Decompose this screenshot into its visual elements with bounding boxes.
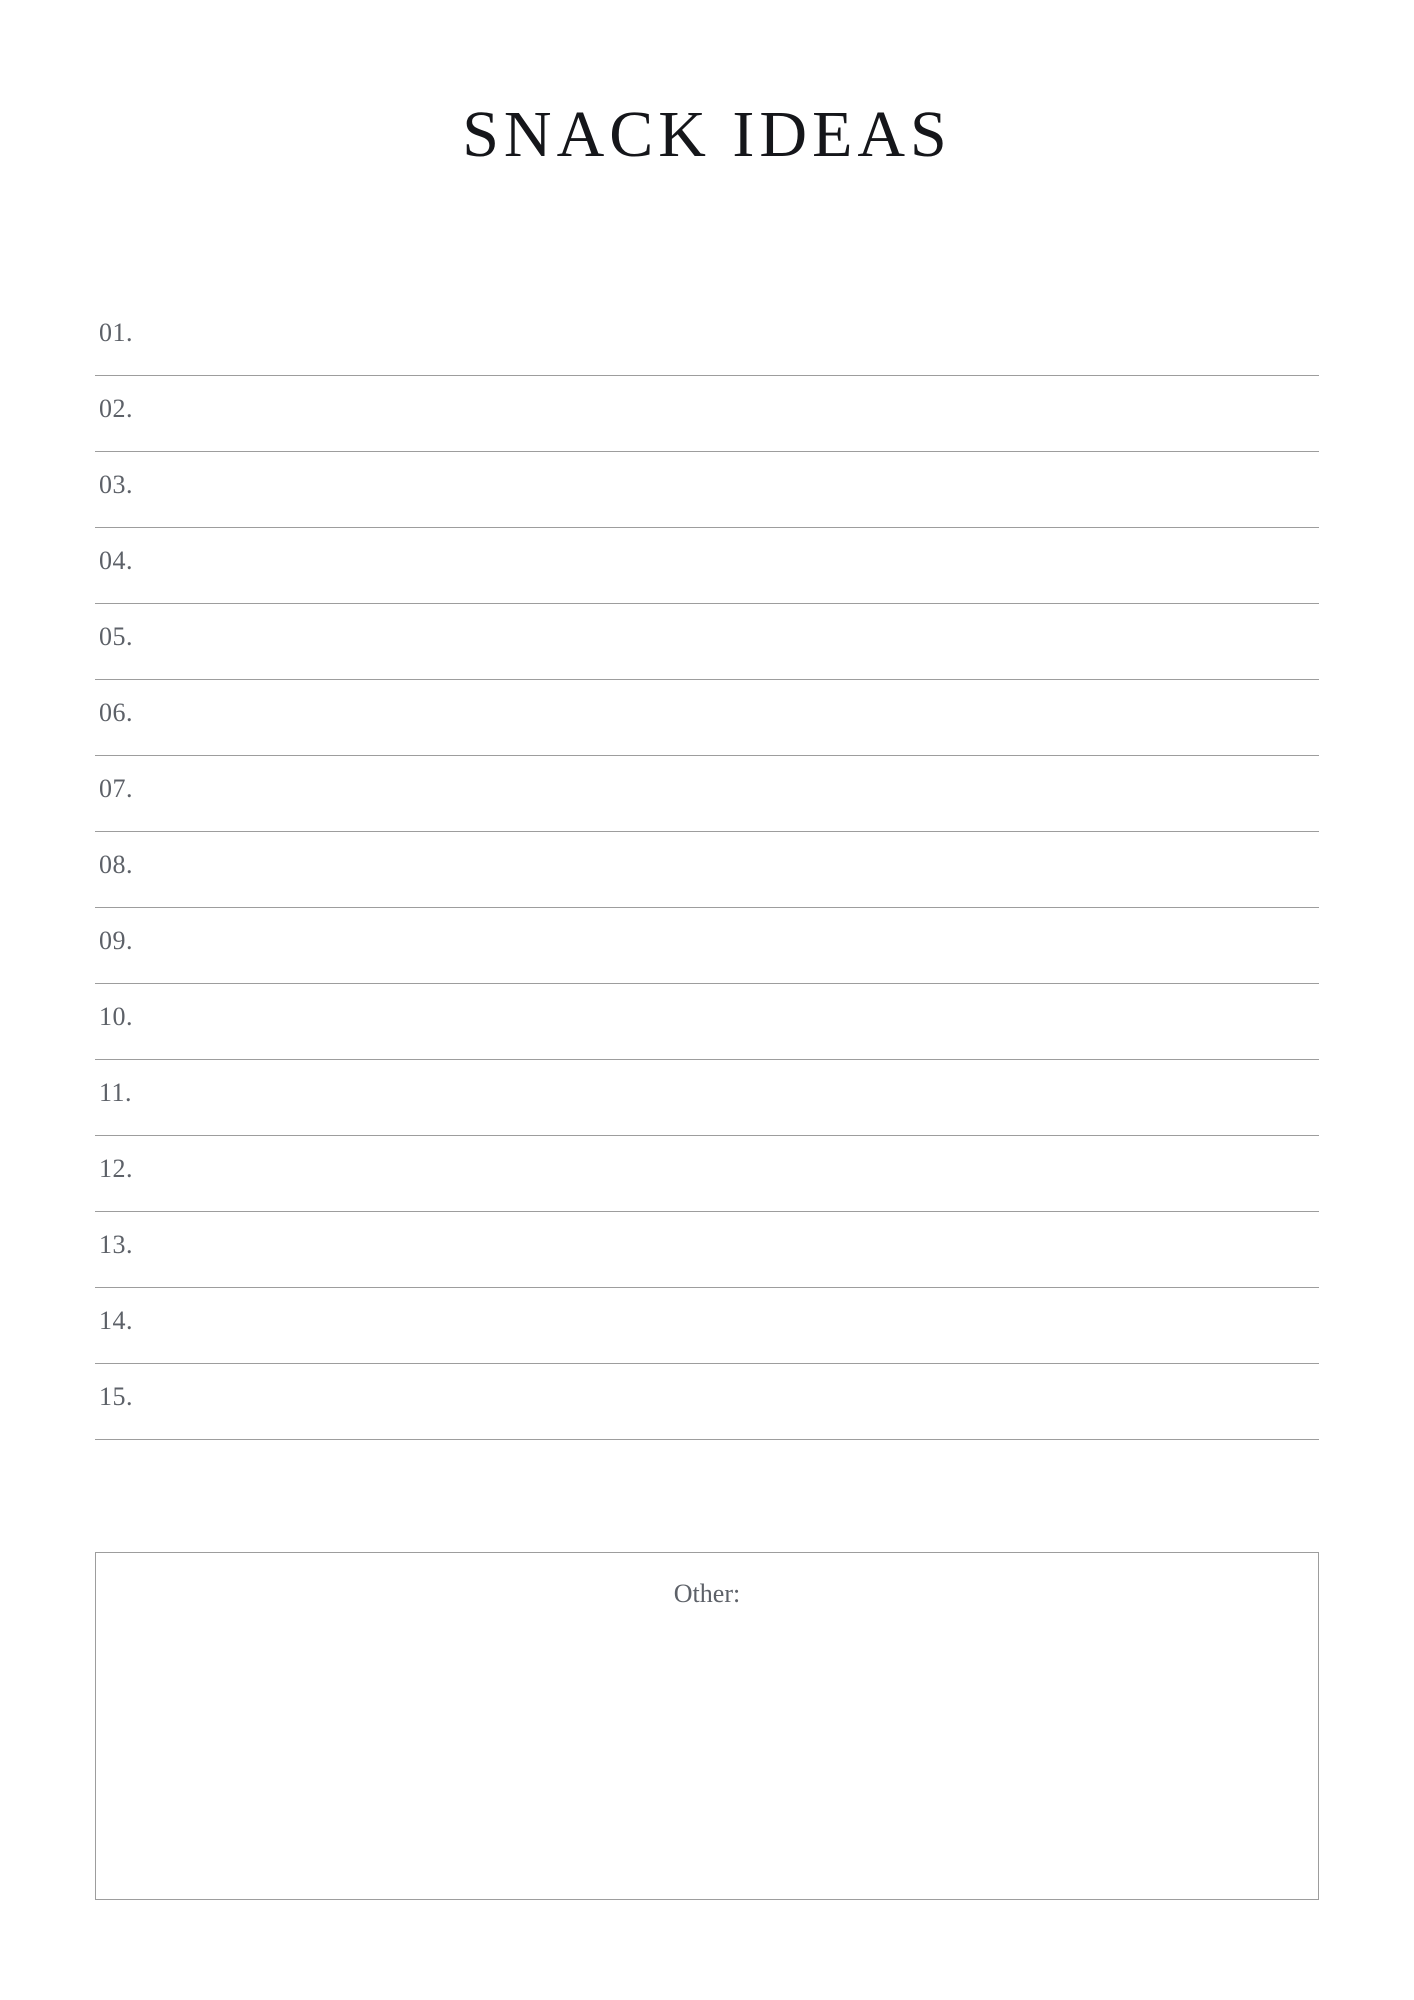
list-item-writeline[interactable] [165, 1070, 1319, 1127]
list-item[interactable] [95, 756, 1319, 832]
list-item-number: 06. [99, 698, 133, 727]
list-item-writeline[interactable] [165, 310, 1319, 367]
list-item-number: 14. [99, 1306, 133, 1335]
other-notes-box[interactable] [95, 1552, 1319, 1900]
list-item-number: 13. [99, 1230, 133, 1259]
list-item-writeline[interactable] [165, 766, 1319, 823]
list-item-writeline[interactable] [165, 614, 1319, 671]
list-item-writeline[interactable] [165, 538, 1319, 595]
list-item-writeline[interactable] [165, 1374, 1319, 1431]
list-item[interactable] [95, 1060, 1319, 1136]
list-item-number: 09. [99, 926, 133, 955]
list-item[interactable] [95, 1364, 1319, 1440]
list-item-number: 03. [99, 470, 133, 499]
list-item-writeline[interactable] [165, 386, 1319, 443]
list-item-number: 07. [99, 774, 133, 803]
list-item-number: 08. [99, 850, 133, 879]
snack-ideas-list [95, 300, 1319, 1440]
list-item-writeline[interactable] [165, 1298, 1319, 1355]
list-item-writeline[interactable] [165, 918, 1319, 975]
list-item-number: 15. [99, 1382, 133, 1411]
list-item[interactable] [95, 452, 1319, 528]
list-item[interactable] [95, 1212, 1319, 1288]
page-title: SNACK IDEAS [462, 98, 952, 171]
other-label: Other: [673, 1579, 741, 1608]
list-item-number: 05. [99, 622, 133, 651]
list-item-writeline[interactable] [165, 690, 1319, 747]
list-item[interactable] [95, 300, 1319, 376]
list-item[interactable] [95, 680, 1319, 756]
list-item-number: 02. [99, 394, 133, 423]
list-item-writeline[interactable] [165, 1222, 1319, 1279]
list-item-number: 10. [99, 1002, 133, 1031]
list-item-writeline[interactable] [165, 1146, 1319, 1203]
list-item[interactable] [95, 984, 1319, 1060]
list-item-writeline[interactable] [165, 994, 1319, 1051]
list-item[interactable] [95, 1288, 1319, 1364]
list-item-writeline[interactable] [165, 462, 1319, 519]
other-writearea[interactable] [110, 1625, 1304, 1887]
list-item-number: 11. [99, 1078, 133, 1107]
list-item-number: 12. [99, 1154, 133, 1183]
list-item[interactable] [95, 908, 1319, 984]
list-item-number: 01. [99, 318, 133, 347]
list-item[interactable] [95, 1136, 1319, 1212]
list-item[interactable] [95, 604, 1319, 680]
list-item-writeline[interactable] [165, 842, 1319, 899]
list-item[interactable] [95, 528, 1319, 604]
list-item[interactable] [95, 832, 1319, 908]
list-item-number: 04. [99, 546, 133, 575]
list-item[interactable] [95, 376, 1319, 452]
